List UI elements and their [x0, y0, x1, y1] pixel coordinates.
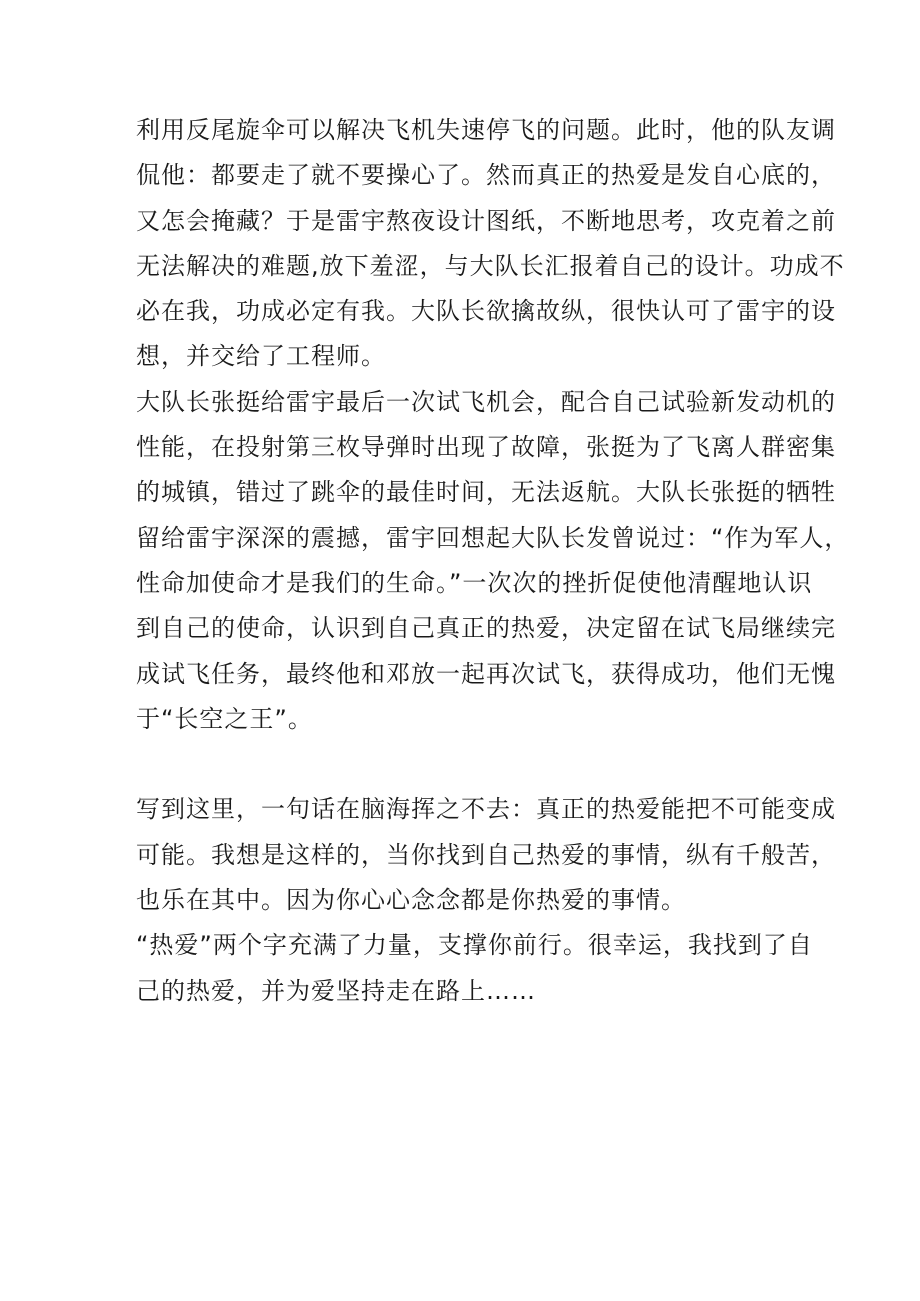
- paragraph-spacer: [136, 742, 796, 787]
- text-line: 于“长空之王”。: [136, 704, 313, 733]
- text-line: 写到这里，一句话在脑海挥之不去：真正的热爱能把不可能变成: [136, 795, 836, 824]
- text-line: 留给雷宇深深的震撼，雷宇回想起大队长发曾说过：“作为军人，: [136, 523, 850, 552]
- paragraph-4: [136, 923, 813, 1014]
- text-line: 到自己的使命，认识到自己真正的热爱，决定留在试飞局继续完: [136, 614, 836, 643]
- text-line: 侃他：都要走了就不要操心了。然而真正的热爱是发自心底的，: [136, 161, 836, 190]
- text-line: 大队长张挺给雷宇最后一次试飞机会，配合自己试验新发动机的: [136, 387, 836, 416]
- text-line: 性能，在投射第三枚导弹时出现了故障，张挺为了飞离人群密集: [136, 433, 836, 462]
- text-line: 也乐在其中。因为你心心念念都是你热爱的事情。: [136, 886, 686, 915]
- text-line: 己的热爱，并为爱坚持走在路上……: [136, 976, 536, 1005]
- text-line: 可能。我想是这样的，当你找到自己热爱的事情，纵有千般苦，: [136, 840, 836, 869]
- text-line: 的城镇，错过了跳伞的最佳时间，无法返航。大队长张挺的牺牲: [136, 478, 836, 507]
- text-line: 必在我，功成必定有我。大队长欲擒故纵，很快认可了雷宇的设: [136, 297, 836, 326]
- text-line: “热爱”两个字充满了力量，支撑你前行。很幸运，我找到了自: [136, 931, 813, 960]
- paragraph-3: [136, 787, 836, 923]
- text-line: 利用反尾旋伞可以解决飞机失速停飞的问题。此时，他的队友调: [136, 116, 836, 144]
- paragraph-2: [136, 380, 850, 742]
- text-line: 性命加使命才是我们的生命。”一次次的挫折促使他清醒地认识: [136, 568, 813, 597]
- text-line: 又怎会掩藏？于是雷宇熬夜设计图纸，不断地思考，攻克着之前: [136, 206, 836, 235]
- document-body: [136, 108, 850, 1014]
- text-line: 想，并交给了工程师。: [136, 342, 386, 371]
- text-line: 无法解决的难题,放下羞涩，与大队长汇报着自己的设计。功成不: [136, 251, 845, 280]
- paragraph-1: [136, 108, 845, 380]
- text-line: 成试飞任务，最终他和邓放一起再次试飞，获得成功，他们无愧: [136, 659, 836, 688]
